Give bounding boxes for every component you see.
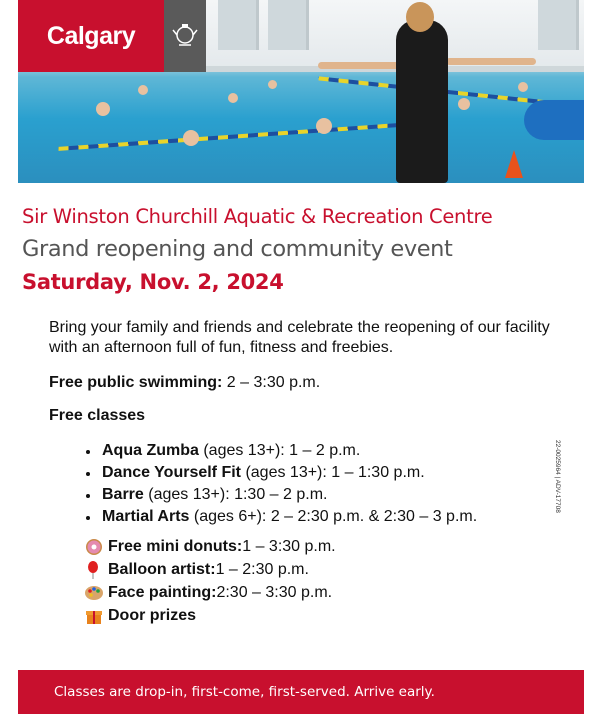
class-name: Aqua Zumba <box>102 442 199 459</box>
logo-text: Calgary <box>46 21 136 50</box>
perks-list <box>84 535 336 627</box>
list-item <box>86 440 477 462</box>
instructor-arm <box>446 58 536 65</box>
swimmer <box>228 93 238 103</box>
list-item <box>86 462 477 484</box>
wall-panel <box>268 0 309 50</box>
balloon-icon <box>84 560 104 580</box>
water-slide <box>524 100 584 140</box>
instructor-arm <box>318 62 400 69</box>
instructor-head <box>406 2 434 32</box>
wall-panel <box>218 0 259 50</box>
swimming-time: 2 – 3:30 p.m. <box>222 374 321 391</box>
instructor <box>396 20 448 183</box>
swimmer <box>518 82 528 92</box>
perk-time: 1 – 2:30 p.m. <box>215 561 309 578</box>
hero-photo <box>18 0 584 183</box>
list-item <box>86 484 477 506</box>
facility-name: Sir Winston Churchill Aquatic & Recreation Centre <box>22 205 493 228</box>
swimming-label: Free public swimming: <box>49 374 223 391</box>
class-name: Martial Arts <box>102 508 190 525</box>
class-detail: (ages 6+): 2 – 2:30 p.m. & 2:30 – 3 p.m. <box>189 508 478 525</box>
crest-icon <box>170 21 200 51</box>
donut-icon <box>84 537 104 557</box>
class-detail: (ages 13+): 1:30 – 2 p.m. <box>143 486 328 503</box>
lane-rope <box>58 123 397 151</box>
swimmer <box>458 98 470 110</box>
class-name: Barre <box>102 486 144 503</box>
classes-heading: Free classes <box>49 407 146 424</box>
perk-time: 1 – 3:30 p.m. <box>242 538 336 555</box>
perk-label: Door prizes <box>108 607 197 624</box>
calgary-logo <box>18 0 164 72</box>
list-item <box>84 558 336 581</box>
classes-list <box>86 440 477 528</box>
class-detail: (ages 13+): 1 – 1:30 p.m. <box>241 464 425 481</box>
document-code: 22-0025964 | ADV-17708 <box>554 440 561 513</box>
intro-text: Bring your family and friends and celebrate the reopening of our facility with an afternoon full of fun, fitness and freebies. <box>49 319 550 356</box>
list-item <box>84 581 336 604</box>
safety-cone <box>505 150 523 178</box>
class-name: Dance Yourself Fit <box>102 464 241 481</box>
footer-banner <box>18 670 584 714</box>
swimmer <box>138 85 148 95</box>
perk-label: Free mini donuts: <box>108 538 243 555</box>
list-item <box>86 506 477 528</box>
swimming-line <box>49 374 320 392</box>
list-item <box>84 604 336 627</box>
swimmer <box>268 80 277 89</box>
palette-icon <box>84 583 104 603</box>
class-detail: (ages 13+): 1 – 2 p.m. <box>198 442 361 459</box>
footer-text: Classes are drop-in, first-come, first-served. Arrive early. <box>54 684 435 700</box>
list-item <box>84 535 336 558</box>
gift-icon <box>84 606 104 626</box>
swimmer <box>316 118 332 134</box>
perk-time: 2:30 – 3:30 p.m. <box>216 584 333 601</box>
perk-label: Face painting: <box>108 584 217 601</box>
perk-label: Balloon artist: <box>108 561 216 578</box>
swimmer <box>96 102 110 116</box>
city-crest <box>164 0 206 72</box>
event-title: Grand reopening and community event <box>22 236 453 262</box>
event-date: Saturday, Nov. 2, 2024 <box>22 270 284 294</box>
wall-panel <box>538 0 579 50</box>
swimmer <box>183 130 199 146</box>
